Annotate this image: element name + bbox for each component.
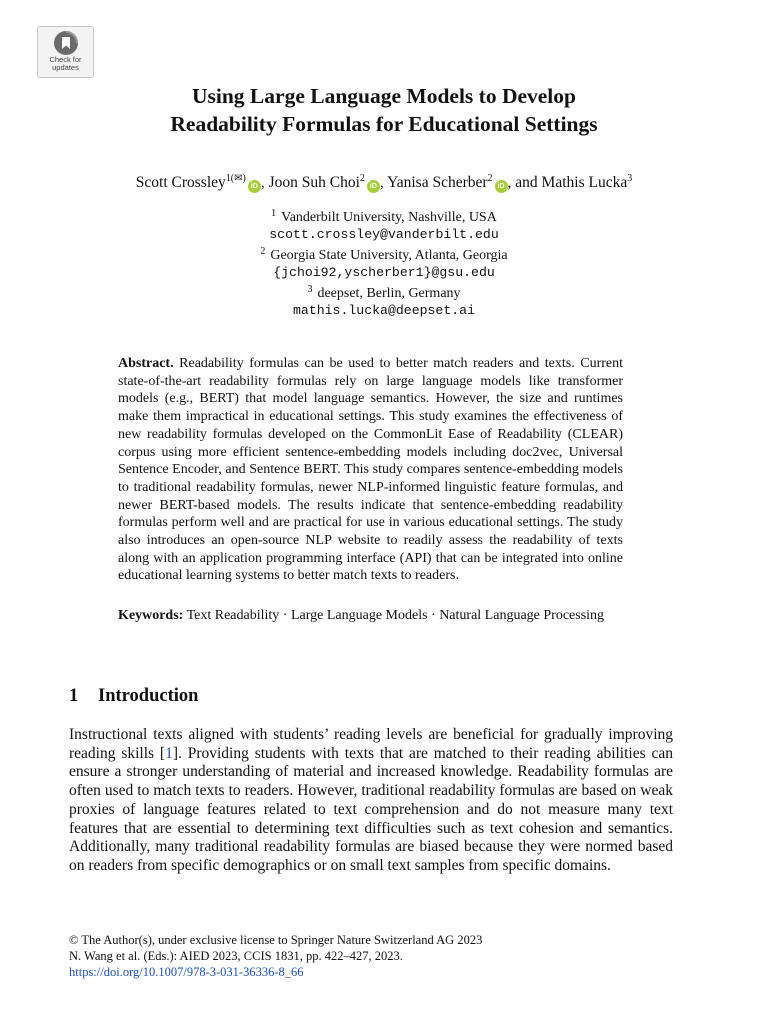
title-line-1: Using Large Language Models to Develop bbox=[191, 84, 576, 108]
keywords-label: Keywords: bbox=[118, 608, 184, 623]
orcid-icon[interactable]: iD bbox=[248, 180, 261, 193]
badge-label: Check for updates bbox=[49, 55, 82, 72]
affiliation-number: 1 bbox=[271, 208, 277, 219]
copyright-notice: © The Author(s), under exclusive license to Springer Nature Switzerland AG 2023 bbox=[69, 933, 483, 947]
check-for-updates-badge[interactable] bbox=[37, 26, 94, 78]
author-name: Scott Crossley bbox=[135, 174, 226, 191]
affiliation bbox=[0, 205, 768, 226]
author-separator: , bbox=[379, 174, 388, 191]
abstract-text: Readability formulas can be used to better match readers and texts. Current state-of-the-art readability formulas rely on large language models like transformer models (e.g., BERT) that model language semantics. However, the size and runtimes make them impractical in educational settings. This study examines the effectiveness of new readability formulas developed on the CommonLit Ease of Readability (CLEAR) corpus using more efficient sentence-embedding models including doc2vec, Universal Sentence Encoder, and Sentence BERT. This study compares sentence-embedding models to traditional readability formulas, newer NLP-informed linguistic feature formulas, and newer BERT-based models. The results indicate that sentence-embedding readability formulas perform well and are practical for use in various educational settings. The study also introduces an open-source NLP website to readily assess the readability of texts along with an application programming interface (API) that can be integrated into online educational learning systems to better match texts to readers. bbox=[118, 356, 623, 584]
paper-title bbox=[40, 82, 728, 138]
abstract bbox=[118, 355, 623, 585]
keywords-text: Text Readability · Large Language Models · Natural Language Processing bbox=[186, 608, 605, 623]
check-for-updates-icon bbox=[53, 30, 79, 56]
abstract-label: Abstract. bbox=[118, 356, 174, 371]
affiliation-name: Georgia State University, Atlanta, Georgia bbox=[270, 248, 508, 263]
section-heading bbox=[69, 686, 198, 707]
author-separator: , and bbox=[507, 174, 542, 191]
section-number: 1 bbox=[69, 686, 79, 706]
orcid-icon[interactable]: iD bbox=[495, 180, 508, 193]
affiliation-number: 2 bbox=[260, 246, 266, 257]
affiliation-number: 3 bbox=[307, 284, 313, 295]
footer bbox=[69, 933, 482, 980]
author-separator: , bbox=[260, 174, 269, 191]
author-name: Mathis Lucka bbox=[541, 174, 628, 191]
paragraph-text: ]. Providing students with texts that are matched to their reading abilities can ensure a stronger understanding of material and increased knowledge. Readability formulas are often used to match texts to readers. However, traditional readability formulas are based on weak proxies of language features related to text comprehension and do not measure many text features that are essential to determining text difficulties such as text cohesion and semantics. Additionally, many traditional readability formulas are biased because they were normed based on readers from specific demographics or on small text samples from specific domains. bbox=[69, 744, 673, 874]
author-affiliation-mark: 2 bbox=[487, 173, 493, 184]
affiliation-email[interactable]: scott.crossley@vanderbilt.edu bbox=[269, 227, 499, 242]
author bbox=[269, 174, 388, 191]
affiliation bbox=[0, 243, 768, 264]
author-affiliation-mark: 3 bbox=[627, 173, 633, 184]
section-title: Introduction bbox=[98, 686, 199, 706]
doi-link[interactable]: https://doi.org/10.1007/978-3-031-36336-8_66 bbox=[69, 964, 304, 979]
citation-line: N. Wang et al. (Eds.): AIED 2023, CCIS 1831, pp. 422–427, 2023. bbox=[69, 948, 403, 963]
affiliation bbox=[0, 281, 768, 302]
affiliation-email[interactable]: mathis.lucka@deepset.ai bbox=[292, 303, 476, 318]
author-name: Yanisa Scherber bbox=[387, 174, 488, 191]
orcid-icon[interactable]: iD bbox=[367, 180, 380, 193]
affiliation-name: deepset, Berlin, Germany bbox=[317, 286, 461, 301]
reference-link[interactable]: 1 bbox=[165, 744, 173, 762]
paragraph-text: Instructional texts aligned with students’ reading levels are beneficial for gradually improving reading skills [ bbox=[69, 726, 673, 762]
author-affiliation-mark: 1(✉) bbox=[225, 173, 246, 184]
author bbox=[542, 174, 633, 191]
title-line-2: Readability Formulas for Educational Settings bbox=[170, 112, 598, 136]
author-name: Joon Suh Choi bbox=[268, 174, 360, 191]
introduction-paragraph bbox=[69, 726, 673, 876]
affiliations bbox=[0, 205, 768, 319]
affiliation-name: Vanderbilt University, Nashville, USA bbox=[281, 210, 497, 225]
affiliation-email[interactable]: {jchoi92,yscherber1}@gsu.edu bbox=[273, 265, 495, 280]
author-list bbox=[30, 173, 738, 193]
author bbox=[387, 174, 541, 191]
author bbox=[136, 174, 269, 191]
author-affiliation-mark: 2 bbox=[359, 173, 365, 184]
keywords bbox=[118, 607, 623, 625]
